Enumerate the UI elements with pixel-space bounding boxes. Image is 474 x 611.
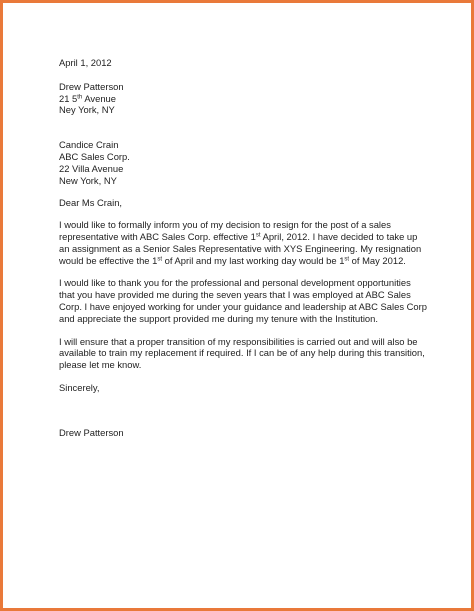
paragraph-line bbox=[59, 231, 431, 243]
ordinal-suffix: st bbox=[255, 232, 261, 239]
sender-street-number: 21 5 bbox=[59, 92, 78, 104]
paragraph-text: would be effective the 1 bbox=[59, 254, 158, 266]
ordinal-suffix: st bbox=[344, 256, 350, 263]
sender-street bbox=[59, 93, 431, 105]
paragraph-line: I would like to formally inform you of my decision to resign for the post of a sales bbox=[59, 219, 391, 231]
signature-name: Drew Patterson bbox=[59, 426, 124, 438]
salutation: Dear Ms Crain, bbox=[59, 197, 123, 209]
paragraph-line: an assignment as a Senior Sales Representative with XYS Engineering. My resignation bbox=[59, 242, 422, 254]
paragraph-line: please let me know. bbox=[59, 359, 142, 371]
paragraph-line: I would like to thank you for the professional and personal development opportunities bbox=[59, 277, 411, 289]
recipient-name: Candice Crain bbox=[59, 139, 119, 151]
resignation-letter bbox=[59, 57, 431, 439]
recipient-street: 22 Villa Avenue bbox=[59, 162, 124, 174]
paragraph-resignation bbox=[59, 219, 431, 266]
sender-city: Ney York, NY bbox=[59, 104, 115, 116]
paragraph-line: and appreciate the support provided me during my tenure with the Institution. bbox=[59, 312, 378, 324]
sender-street-rest: Avenue bbox=[82, 92, 116, 104]
sender-street-ordinal: th bbox=[77, 94, 83, 101]
paragraph-thanks bbox=[59, 277, 431, 324]
recipient-city: New York, NY bbox=[59, 174, 117, 186]
paragraph-line: I will ensure that a proper transition of my responsibilities is carried out and will also be bbox=[59, 335, 418, 347]
paragraph-text: of April and my last working day would be 1 bbox=[162, 254, 345, 266]
paragraph-text: of May 2012. bbox=[349, 254, 406, 266]
paragraph-line: that you have provided me during the seven years that I was employed at ABC Sales bbox=[59, 289, 411, 301]
paragraph-line bbox=[59, 255, 431, 267]
paragraph-transition bbox=[59, 336, 431, 371]
recipient-address bbox=[59, 139, 431, 186]
paragraph-text: April, 2012. I have decided to take up bbox=[260, 230, 418, 242]
sender-address bbox=[59, 81, 431, 116]
paragraph-text: representative with ABC Sales Corp. effective 1 bbox=[59, 230, 256, 242]
paragraph-line: available to train my replacement if required. If I can be of any help during this transition, bbox=[59, 347, 425, 359]
closing: Sincerely, bbox=[59, 381, 100, 393]
letter-date: April 1, 2012 bbox=[59, 57, 112, 68]
paragraph-line: Corp. I have enjoyed working for under your guidance and leadership at ABC Sales Corp bbox=[59, 300, 427, 312]
ordinal-suffix: st bbox=[157, 256, 163, 263]
recipient-company: ABC Sales Corp. bbox=[59, 150, 130, 162]
sender-name: Drew Patterson bbox=[59, 80, 124, 92]
